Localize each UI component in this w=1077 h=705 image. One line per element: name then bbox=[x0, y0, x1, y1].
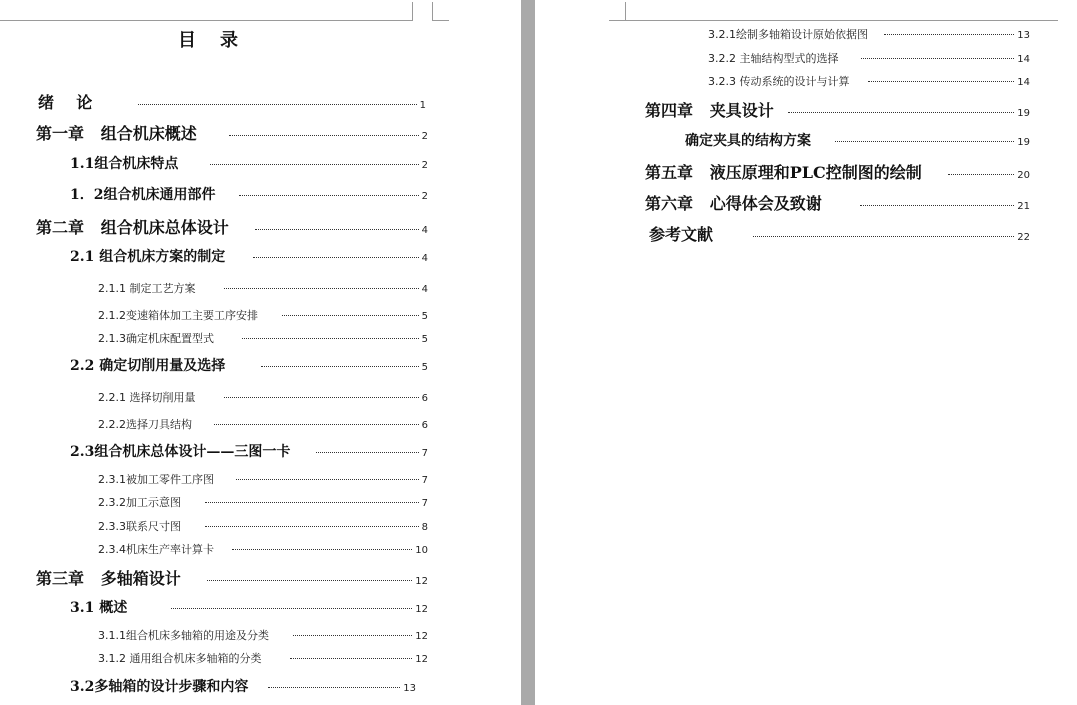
dot-leader bbox=[282, 315, 419, 316]
toc-entry-text: 2.1 组合机床方案的制定 bbox=[70, 249, 226, 265]
toc-entry[interactable] bbox=[98, 280, 428, 296]
toc-entry-text: 2.2 确定切削用量及选择 bbox=[70, 358, 226, 374]
toc-entry-text: 绪 论 bbox=[38, 93, 93, 112]
toc-entry-text: 2.2.1 选择切削用量 bbox=[98, 391, 196, 404]
toc-entry-text: 1．2组合机床通用部件 bbox=[70, 187, 216, 203]
toc-entry[interactable] bbox=[645, 160, 1030, 183]
toc-page-number: 6 bbox=[421, 420, 428, 431]
toc-page-number: 7 bbox=[421, 448, 428, 459]
toc-entry[interactable] bbox=[708, 73, 1030, 89]
toc-entry-text: 第六章 心得体会及致谢 bbox=[645, 194, 822, 213]
toc-page-number: 20 bbox=[1017, 170, 1030, 181]
page-corner-mark bbox=[625, 2, 1058, 21]
page-corner-mark bbox=[609, 2, 626, 21]
toc-page-number: 2 bbox=[421, 191, 428, 202]
toc-entry[interactable] bbox=[98, 330, 428, 346]
dot-leader bbox=[753, 236, 1014, 237]
toc-entry-text: 第三章 多轴箱设计 bbox=[36, 569, 181, 588]
toc-entry-text: 3.2多轴箱的设计步骤和内容 bbox=[70, 679, 249, 695]
toc-entry-text: 2.2.2选择刀具结构 bbox=[98, 418, 192, 431]
toc-entry-text: 2.3组合机床总体设计——三图一卡 bbox=[70, 444, 291, 460]
toc-page-number: 7 bbox=[421, 475, 428, 486]
dot-leader bbox=[868, 81, 1015, 82]
toc-page-number: 13 bbox=[1017, 30, 1030, 41]
dot-leader bbox=[884, 34, 1014, 35]
toc-entry[interactable] bbox=[98, 541, 428, 557]
dot-leader bbox=[835, 141, 1014, 142]
dot-leader bbox=[229, 135, 419, 136]
toc-entry-text: 第五章 液压原理和PLC控制图的绘制 bbox=[645, 163, 922, 182]
toc-entry-text: 2.3.3联系尺寸图 bbox=[98, 520, 181, 533]
toc-entry[interactable] bbox=[98, 518, 428, 534]
toc-entry-text: 2.1.3确定机床配置型式 bbox=[98, 332, 214, 345]
toc-entry[interactable] bbox=[98, 416, 428, 432]
toc-page-number: 5 bbox=[421, 362, 428, 373]
document-page-left bbox=[0, 0, 521, 705]
toc-entry[interactable] bbox=[645, 98, 1030, 121]
toc-page-number: 4 bbox=[421, 284, 428, 295]
dot-leader bbox=[948, 174, 1015, 175]
toc-page-number: 5 bbox=[421, 311, 428, 322]
toc-page-number: 21 bbox=[1017, 201, 1030, 212]
dot-leader bbox=[171, 608, 412, 609]
toc-page-number: 1 bbox=[419, 100, 426, 111]
toc-entry[interactable] bbox=[70, 184, 428, 204]
toc-entry[interactable] bbox=[685, 130, 1030, 150]
toc-page-number: 19 bbox=[1017, 108, 1030, 119]
page-gap-separator bbox=[521, 0, 535, 705]
toc-title: 目录 bbox=[178, 30, 262, 51]
dot-leader bbox=[255, 229, 419, 230]
toc-page-number: 6 bbox=[421, 393, 428, 404]
toc-page-number: 12 bbox=[415, 604, 428, 615]
toc-entry[interactable] bbox=[36, 566, 428, 589]
dot-leader bbox=[224, 288, 419, 289]
toc-entry[interactable] bbox=[649, 222, 1030, 245]
toc-entry[interactable] bbox=[70, 441, 428, 461]
page-corner-mark bbox=[432, 2, 449, 21]
toc-entry-text: 3.1.1组合机床多轴箱的用途及分类 bbox=[98, 629, 269, 642]
toc-entry-text: 确定夹具的结构方案 bbox=[685, 133, 811, 149]
toc-page-number: 7 bbox=[421, 498, 428, 509]
toc-entry-text: 2.1.1 制定工艺方案 bbox=[98, 282, 196, 295]
toc-page-number: 13 bbox=[403, 683, 416, 694]
dot-leader bbox=[232, 549, 412, 550]
toc-entry[interactable] bbox=[708, 50, 1030, 66]
dot-leader bbox=[205, 502, 419, 503]
dot-leader bbox=[207, 580, 413, 581]
toc-page-number: 22 bbox=[1017, 232, 1030, 243]
toc-entry[interactable] bbox=[98, 494, 428, 510]
dot-leader bbox=[253, 257, 418, 258]
toc-entry-text: 参考文献 bbox=[649, 225, 714, 244]
toc-entry-text: 2.3.4机床生产率计算卡 bbox=[98, 543, 214, 556]
toc-entry[interactable] bbox=[98, 471, 428, 487]
page-corner-mark bbox=[0, 2, 413, 21]
dot-leader bbox=[236, 479, 419, 480]
toc-entry[interactable] bbox=[98, 627, 428, 643]
toc-page-number: 14 bbox=[1017, 77, 1030, 88]
dot-leader bbox=[214, 424, 419, 425]
toc-page-number: 2 bbox=[421, 131, 428, 142]
toc-entry[interactable] bbox=[70, 355, 428, 375]
toc-entry-text: 3.2.3 传动系统的设计与计算 bbox=[708, 75, 850, 88]
toc-entry-text: 3.1.2 通用组合机床多轴箱的分类 bbox=[98, 652, 262, 665]
dot-leader bbox=[290, 658, 413, 659]
dot-leader bbox=[293, 635, 412, 636]
toc-entry[interactable] bbox=[36, 215, 428, 238]
dot-leader bbox=[860, 205, 1015, 206]
toc-page-number: 4 bbox=[421, 225, 428, 236]
toc-entry-text: 2.3.2加工示意图 bbox=[98, 496, 181, 509]
toc-entry[interactable] bbox=[708, 26, 1030, 42]
toc-page-number: 10 bbox=[415, 545, 428, 556]
toc-page-number: 14 bbox=[1017, 54, 1030, 65]
toc-page-number: 12 bbox=[415, 654, 428, 665]
toc-page-number: 2 bbox=[421, 160, 428, 171]
dot-leader bbox=[205, 526, 419, 527]
toc-entry[interactable] bbox=[70, 597, 428, 617]
dot-leader bbox=[210, 164, 418, 165]
dot-leader bbox=[239, 195, 418, 196]
toc-entry[interactable] bbox=[98, 389, 428, 405]
toc-entry-text: 2.1.2变速箱体加工主要工序安排 bbox=[98, 309, 258, 322]
dot-leader bbox=[261, 366, 418, 367]
dot-leader bbox=[788, 112, 1015, 113]
toc-entry-text: 3.2.1绘制多轴箱设计原始依据图 bbox=[708, 28, 868, 41]
toc-entry-text: 第二章 组合机床总体设计 bbox=[36, 218, 229, 237]
toc-page-number: 4 bbox=[421, 253, 428, 264]
dot-leader bbox=[316, 452, 418, 453]
toc-entry-text: 2.3.1被加工零件工序图 bbox=[98, 473, 214, 486]
toc-page-number: 8 bbox=[421, 522, 428, 533]
dot-leader bbox=[242, 338, 419, 339]
toc-entry[interactable] bbox=[70, 246, 428, 266]
toc-entry[interactable] bbox=[70, 153, 428, 173]
toc-page-number: 5 bbox=[421, 334, 428, 345]
dot-leader bbox=[224, 397, 419, 398]
toc-page-number: 12 bbox=[415, 631, 428, 642]
toc-page-number: 12 bbox=[415, 576, 428, 587]
dot-leader bbox=[861, 58, 1015, 59]
toc-entry-text: 第一章 组合机床概述 bbox=[36, 124, 197, 143]
toc-page-number: 19 bbox=[1017, 137, 1030, 148]
toc-entry[interactable] bbox=[36, 121, 428, 144]
document-page-right bbox=[535, 0, 1077, 705]
toc-entry[interactable] bbox=[98, 650, 428, 666]
toc-entry-text: 1.1组合机床特点 bbox=[70, 156, 179, 172]
toc-entry[interactable] bbox=[38, 90, 426, 113]
toc-entry-text: 3.2.2 主轴结构型式的选择 bbox=[708, 52, 839, 65]
toc-entry[interactable] bbox=[645, 191, 1030, 214]
dot-leader bbox=[268, 687, 400, 688]
toc-entry[interactable] bbox=[98, 307, 428, 323]
toc-entry-text: 第四章 夹具设计 bbox=[645, 101, 774, 120]
toc-entry[interactable] bbox=[70, 676, 416, 696]
dot-leader bbox=[138, 104, 416, 105]
toc-entry-text: 3.1 概述 bbox=[70, 600, 128, 616]
